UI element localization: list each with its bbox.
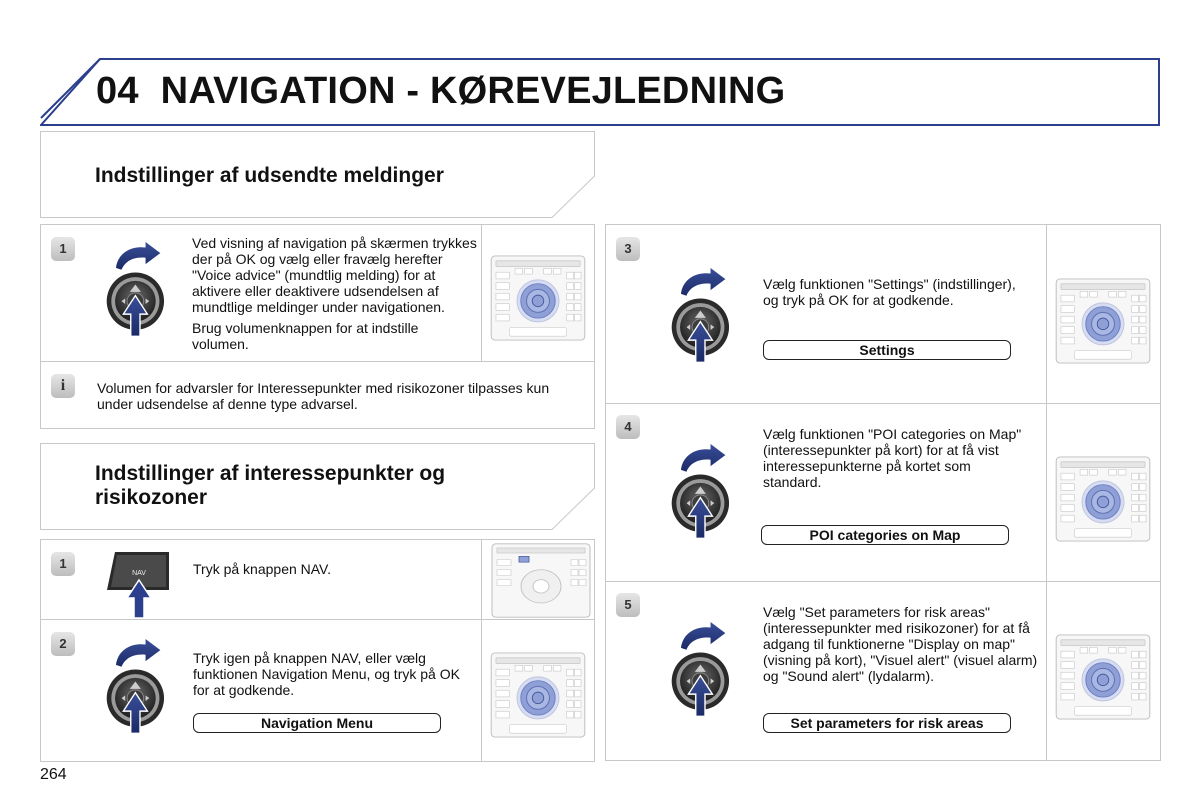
- info-icon: i: [51, 374, 75, 398]
- section2-step1-box: [40, 539, 595, 620]
- info-text: Volumen for advarsler for Interessepunkter med risikozoner tilpasses kun under udsendelse af denne type advarsel.: [97, 380, 550, 412]
- step-badge: 1: [51, 237, 75, 261]
- info-box: [40, 361, 595, 429]
- divider: [481, 225, 482, 361]
- step-text: Brug volumenknappen for at indstille volumen.: [192, 320, 419, 352]
- page-number: 264: [40, 766, 67, 783]
- divider: [481, 540, 482, 619]
- console-panel-icon: [491, 543, 591, 618]
- step-badge: 3: [616, 237, 640, 261]
- step-text: Vælg funktionen "POI categories on Map" (interessepunkter på kort) for at få vist interessepunkterne på kortet som standard.: [763, 426, 1022, 490]
- divider: [481, 620, 482, 761]
- ok-knob-icon: [668, 265, 742, 369]
- divider: [606, 403, 1160, 404]
- console-panel-icon: [1053, 634, 1153, 720]
- risk-areas-button[interactable]: Set parameters for risk areas: [763, 713, 1011, 733]
- page-title: [96, 70, 785, 113]
- settings-button[interactable]: Settings: [763, 340, 1011, 360]
- console-panel-icon: [488, 652, 588, 738]
- chapter-number: 04: [96, 70, 139, 112]
- step-text: Vælg funktionen "Settings" (indstillinger), og tryk på OK for at godkende.: [763, 276, 1016, 308]
- ok-knob-icon: [103, 636, 177, 740]
- section2-title: Indstillinger af interessepunkter og risikozoner: [95, 462, 446, 509]
- step-badge: 5: [616, 593, 640, 617]
- navigation-menu-button[interactable]: Navigation Menu: [193, 713, 441, 733]
- step-badge: 2: [51, 632, 75, 656]
- ok-knob-icon: [668, 441, 742, 545]
- console-panel-icon: [1053, 278, 1153, 364]
- ok-knob-icon: [103, 239, 177, 343]
- step-text: Tryk på knappen NAV.: [193, 561, 332, 577]
- console-panel-icon: [1053, 456, 1153, 542]
- section1-header: [40, 131, 595, 218]
- step-text: Vælg "Set parameters for risk areas" (interessepunkter med risikozoner) for at få adgang til funktionerne "Display on map" (visning på kort), "Visuel alert" (visuel alarm) og "Sound alert" (lydalarm).: [763, 604, 1038, 684]
- section2-header: [40, 443, 595, 530]
- nav-key-icon: [105, 548, 175, 618]
- step-badge: 1: [51, 552, 75, 576]
- divider: [606, 581, 1160, 582]
- ok-knob-icon: [668, 619, 742, 723]
- poi-categories-button[interactable]: POI categories on Map: [761, 525, 1009, 545]
- console-panel-icon: [488, 255, 588, 341]
- step-text: Ved visning af navigation på skærmen trykkes der på OK og vælg eller fravælg herefter "Voice advice" (mundtlig melding) for at aktivere eller deaktivere udsendelsen af mundtlige meldinger under navigationen.: [192, 235, 477, 315]
- section2-step2-box: [40, 619, 595, 762]
- section1-title: Indstillinger af udsendte meldinger: [95, 164, 444, 187]
- section1-step1-box: [40, 224, 595, 362]
- divider: [1046, 225, 1047, 760]
- right-steps-box: [605, 224, 1161, 761]
- step-text: Tryk igen på knappen NAV, eller vælg funktionen Navigation Menu, og tryk på OK for at godkende.: [193, 650, 460, 698]
- chapter-title: NAVIGATION - KØREVEJLEDNING: [160, 70, 786, 112]
- step-badge: 4: [616, 415, 640, 439]
- nav-key-label: NAV: [132, 570, 146, 577]
